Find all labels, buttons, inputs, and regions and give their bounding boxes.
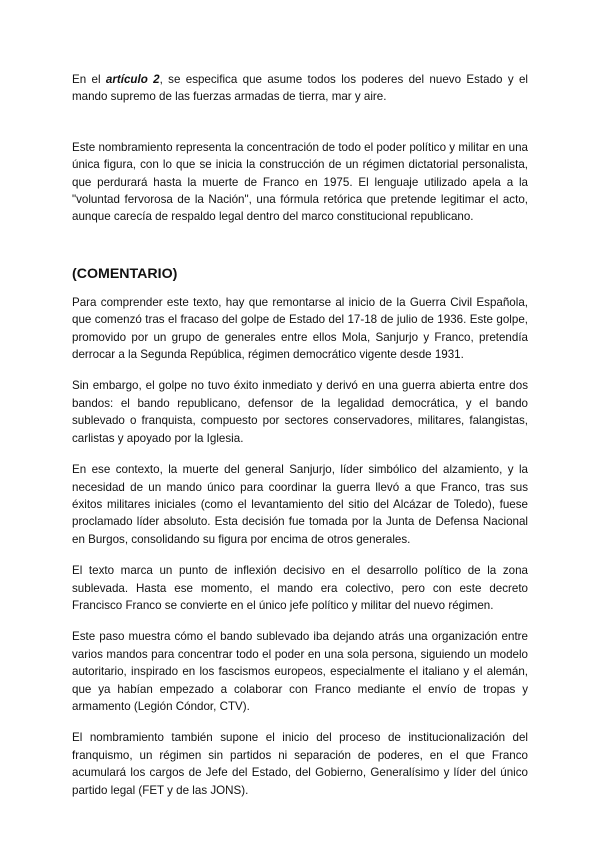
intro-suffix: , se especifica que asume todos los poderes del nuevo Estado y el mando supremo de las fuerzas armadas de tierra, mar y aire. xyxy=(72,73,528,104)
comment-paragraph-5: Este paso muestra cómo el bando sublevado iba dejando atrás una organización entre varios mandos para concentrar todo el poder en una sola persona, siguiendo un modelo autoritario, inspirado en los fascismos europeos, especialmente el italiano y el alemán, que ya habían empezado a colaborar con Franco mediante el envío de tropas y armamento (Legión Cóndor, CTV). xyxy=(72,630,528,713)
comment-paragraph-3: En ese contexto, la muerte del general Sanjurjo, líder simbólico del alzamiento, y la necesidad de un mando único para coordinar la guerra llevó a que Franco, tras sus éxitos militares iniciales (como el levantamiento del sitio del Alcázar de Toledo), fuese proclamado líder absoluto. Esta decisión fue tomada por la Junta de Defensa Nacional en Burgos, consolidando su figura por encima de otros generales. xyxy=(72,463,528,546)
context-paragraph: Este nombramiento representa la concentración de todo el poder político y militar en una única figura, con lo que se inicia la construcción de un régimen dictatorial personalista, que perdurará hasta la muerte de Franco en 1975. El lenguaje utilizado apela a la "voluntad fervorosa de la Nación", una fórmula retórica que pretende legitimar el acto, aunque carecía de respaldo legal dentro del marco constitucional republicano. xyxy=(72,140,528,224)
intro-paragraph xyxy=(72,71,528,106)
comment-paragraph-2: Sin embargo, el golpe no tuvo éxito inmediato y derivó en una guerra abierta entre dos bandos: el bando republicano, defensor de la legalidad democrática, y el bando sublevado o franquista, compuesto por sectores conservadores, militares, falangistas, carlistas y apoyado por la Iglesia. xyxy=(72,379,528,445)
comment-paragraph-4: El texto marca un punto de inflexión decisivo en el desarrollo político de la zona sublevada. Hasta ese momento, el mando era colectivo, pero con este decreto Francisco Franco se convierte en el único jefe político y militar del nuevo régimen. xyxy=(72,564,528,612)
article-reference: artículo 2 xyxy=(105,73,160,86)
comment-paragraph-6: El nombramiento también supone el inicio del proceso de institucionalización del franquismo, un régimen sin partidos ni separación de poderes, en el que Franco acumulará los cargos de Jefe del Estado, del Gobierno, Generalísimo y líder del único partido legal (FET y de las JONS). xyxy=(72,731,528,797)
section-heading: (COMENTARIO) xyxy=(72,265,178,282)
comment-paragraph-1: Para comprender este texto, hay que remontarse al inicio de la Guerra Civil Española, que comenzó tras el fracaso del golpe de Estado del 17-18 de julio de 1936. Este golpe, promovido por un grupo de generales entre ellos Mola, Sanjurjo y Franco, pretendía derrocar a la Segunda República, régimen democrático vigente desde 1931. xyxy=(72,295,528,362)
intro-prefix: En el xyxy=(72,73,106,86)
